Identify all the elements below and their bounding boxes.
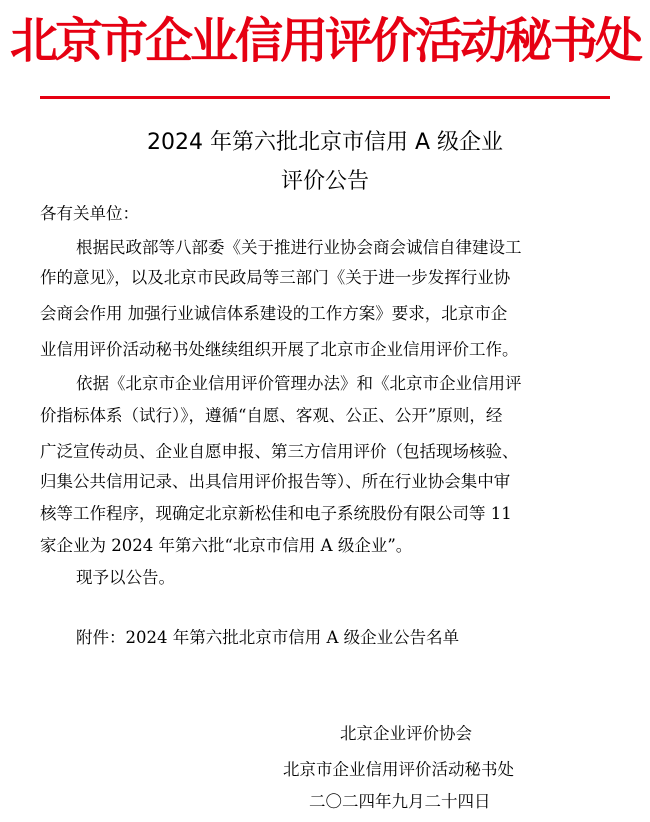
document-title-line1: 2024 年第六批北京市信用 A 级企业 <box>146 130 504 155</box>
signature-org2: 北京市企业信用评价活动秘书处 <box>283 760 514 779</box>
paragraph2-line: 家企业为 2024 年第六批“北京市信用 A 级企业”。 <box>40 536 413 555</box>
salutation: 各有关单位： <box>40 204 139 223</box>
closing-line: 现予以公告。 <box>76 568 175 587</box>
paragraph2-line: 依据《北京市企业信用评价管理办法》和《北京市企业信用评 <box>76 374 522 393</box>
document-title-line2: 评价公告 <box>280 169 369 194</box>
paragraph2-line: 价指标体系（试行）》，遵循“自愿、客观、公正、公开”原则，经 <box>40 406 503 425</box>
paragraph2-line: 核等工作程序，现确定北京新松佳和电子系统股份有限公司等 11 <box>40 504 512 523</box>
paragraph1-line: 业信用评价活动秘书处继续组织开展了北京市企业信用评价工作。 <box>40 340 519 359</box>
header-red-rule <box>40 96 610 99</box>
signature-date: 二〇二四年九月二十四日 <box>309 792 491 811</box>
paragraph1-line: 根据民政部等八部委《关于推进行业协会商会诚信自律建设工 <box>76 238 522 257</box>
paragraph2-line: 归集公共信用记录、出具信用评价报告等）、所在行业协会集中审 <box>40 472 511 491</box>
paragraph1-line: 作的意见》，以及北京市民政局等三部门《关于进一步发挥行业协 <box>40 268 511 287</box>
attachment-line: 附件：2024 年第六批北京市信用 A 级企业公告名单 <box>76 628 460 647</box>
paragraph1-line: 会商会作用 加强行业诚信体系建设的工作方案》要求，北京市企 <box>40 304 508 323</box>
signature-org1: 北京企业评价协会 <box>340 724 472 743</box>
paragraph2-line: 广泛宣传动员、企业自愿申报、第三方信用评价（包括现场核验、 <box>40 442 519 461</box>
header-org-title: 北京市企业信用评价活动秘书处 <box>9 13 640 69</box>
